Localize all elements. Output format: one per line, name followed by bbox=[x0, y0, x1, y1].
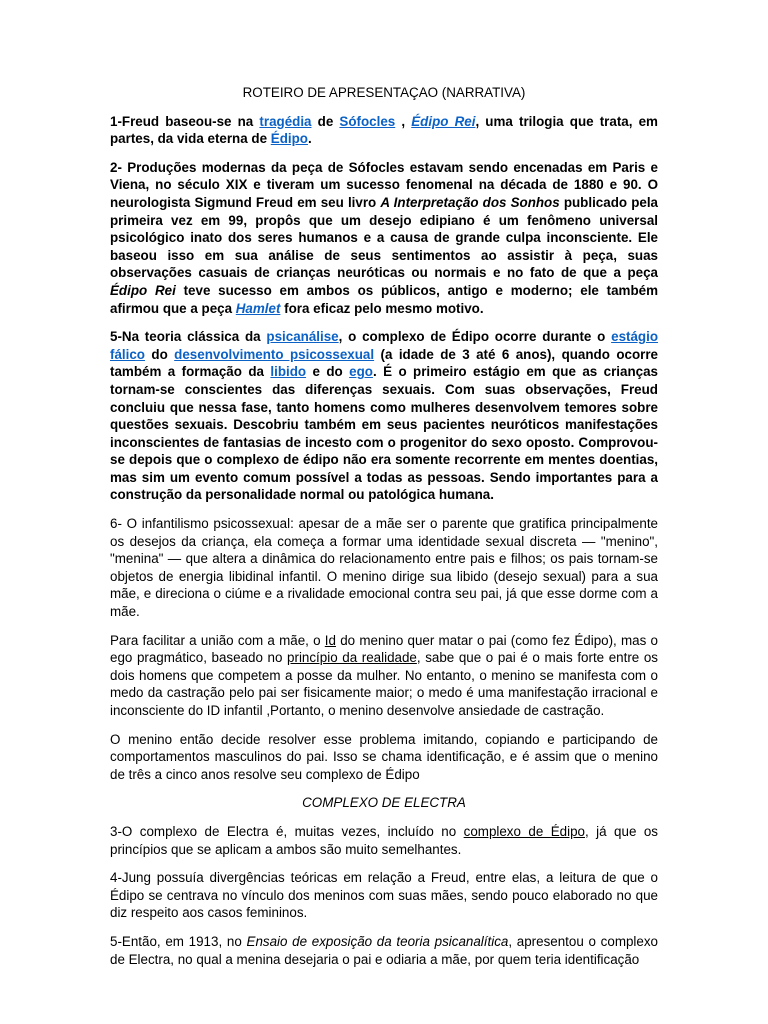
book-title: A Interpretação dos Sonhos bbox=[380, 194, 560, 210]
link-psicanalise[interactable]: psicanálise bbox=[266, 329, 339, 345]
essay-title: Ensaio de exposição da teoria psicanalítica bbox=[246, 933, 509, 949]
text: 4-Jung possuía divergências teóricas em relação a Freud, entre elas, a leitura de que o Édipo se centrava no vínculo dos meninos com suas mães, sendo pouco elaborado no que diz respeito aos casos femininos. bbox=[110, 870, 658, 921]
text: 5-Então, em 1913, no bbox=[110, 933, 247, 949]
link-tragedia[interactable]: tragédia bbox=[259, 113, 312, 129]
text: 6- O infantilismo psicossexual: apesar de a mãe ser o parente que gratifica principalmente os desejos da criança, ela começa a formar uma identidade sexual discreta — "menino", "menina" — que altera a dinâmica do relacionamento entre pais e filhos; os pais tornam-se objetos de energia libidinal infantil. O menino dirige sua libido (desejo sexual) para a sua mãe, e direciona o ciúme e a rivalidade emocional contra seu pai, já que esse dorme com a mãe. bbox=[110, 516, 658, 620]
text: , bbox=[395, 113, 412, 129]
text: Para facilitar a união com a mãe, o bbox=[110, 632, 325, 648]
paragraph-6 bbox=[110, 731, 658, 784]
text: publicado pela primeira vez em 99, propôs que um desejo edipiano é um fenômeno universal psicológico inato dos seres humanos e a causa de grande culpa inconsciente. Ele baseou isso em sua análise de seus sentimentos ao assistir à peça, suas observações casuais de crianças neuróticas ou normais e no fato de que a peça bbox=[110, 194, 658, 281]
page-title: ROTEIRO DE APRESENTAÇAO (NARRATIVA) bbox=[242, 85, 526, 100]
text: O menino então decide resolver esse problema imitando, copiando e participando de comportamentos masculinos do pai. Isso se chama identificação, e é assim que o menino de três a cinco anos resolve seu complexo de Édipo bbox=[110, 731, 658, 782]
text: de bbox=[311, 113, 340, 129]
text: 3-O complexo de Electra é, muitas vezes, incluído no bbox=[110, 823, 464, 839]
text: 1-Freud baseou-se na bbox=[110, 113, 260, 129]
text: do menino quer matar o pai (como fez Édipo), mas o ego pragmático, baseado no bbox=[110, 632, 658, 666]
text: 5-Na teoria clássica da bbox=[110, 329, 267, 345]
paragraph-4 bbox=[110, 515, 658, 621]
text: , apresentou o complexo de Electra, no qual a menina desejaria o pai e odiaria a mãe, por quem teria identificação bbox=[110, 933, 658, 967]
text: . bbox=[307, 131, 312, 147]
underlined-complexo: complexo de Édipo bbox=[463, 823, 585, 839]
paragraph-7 bbox=[110, 823, 658, 858]
text: , uma trilogia que trata, em partes, da vida eterna de bbox=[110, 113, 658, 147]
link-sofocles[interactable]: Sófocles bbox=[339, 113, 396, 129]
link-ego[interactable]: ego bbox=[349, 364, 373, 380]
text: teve sucesso em ambos os públicos, antigo e moderno; ele também afirmou que a peça bbox=[110, 282, 658, 316]
underlined-principio: princípio da realidade bbox=[287, 650, 417, 666]
play-title: Édipo Rei bbox=[110, 282, 176, 298]
link-hamlet[interactable]: Hamlet bbox=[235, 300, 281, 316]
paragraph-8 bbox=[110, 869, 658, 922]
link-desenvolvimento-psicossexual[interactable]: desenvolvimento psicossexual bbox=[174, 346, 375, 362]
text: . É o primeiro estágio em que as crianças tornam-se conscientes das diferenças sexuais. Com suas observações, Freud concluiu que nessa fase, tanto homens como mulheres desenvolvem temores sobre questões sexuais. Descobriu também em seus pacientes neuróticos manifestações inconscientes de fantasias de incesto com o progenitor do sexo oposto. Comprovou-se depois que o complexo de édipo não era somente recorrente em mentes doentias, mas sim um evento comum possível a todas as pessoas. Sendo importantes para a construção da personalidade normal ou patológica humana. bbox=[110, 364, 658, 503]
paragraph-1 bbox=[110, 113, 658, 148]
paragraph-2 bbox=[110, 159, 658, 317]
text: fora eficaz pelo mesmo motivo. bbox=[280, 300, 484, 316]
text: do bbox=[144, 346, 175, 362]
section-subtitle: COMPLEXO DE ELECTRA bbox=[302, 795, 466, 811]
link-edipo[interactable]: Édipo bbox=[270, 131, 308, 147]
link-libido[interactable]: libido bbox=[270, 364, 307, 380]
text: 2- Produções modernas da peça de Sófocles estavam sendo encenadas em Paris e Viena, no século XIX e tiveram um sucesso fenomenal na década de 1880 e 90. O neurologista Sigmund Freud em seu livro bbox=[110, 159, 658, 210]
text: , já que os princípios que se aplicam a ambos são muito semelhantes. bbox=[110, 823, 658, 857]
text: , sabe que o pai é o mais forte entre os dois homens que competem a posse da mulher. No entanto, o menino se manifesta com o medo da castração pelo pai ser fisicamente maior; o medo é uma manifestação irracional e inconsciente do ID infantil ,Portanto, o menino desenvolve ansiedade de castração. bbox=[110, 650, 658, 718]
link-edipo-rei[interactable]: Édipo Rei bbox=[411, 113, 476, 129]
underlined-id: Id bbox=[324, 632, 336, 648]
text: , o complexo de Édipo ocorre durante o bbox=[338, 329, 612, 345]
link-estagio-falico[interactable]: estágio fálico bbox=[110, 329, 659, 362]
paragraph-9 bbox=[110, 933, 658, 968]
paragraph-5 bbox=[110, 632, 658, 720]
text: e do bbox=[306, 364, 350, 380]
text: (a idade de 3 até 6 anos), quando ocorre também a formação da bbox=[110, 346, 658, 380]
paragraph-3 bbox=[110, 328, 658, 504]
